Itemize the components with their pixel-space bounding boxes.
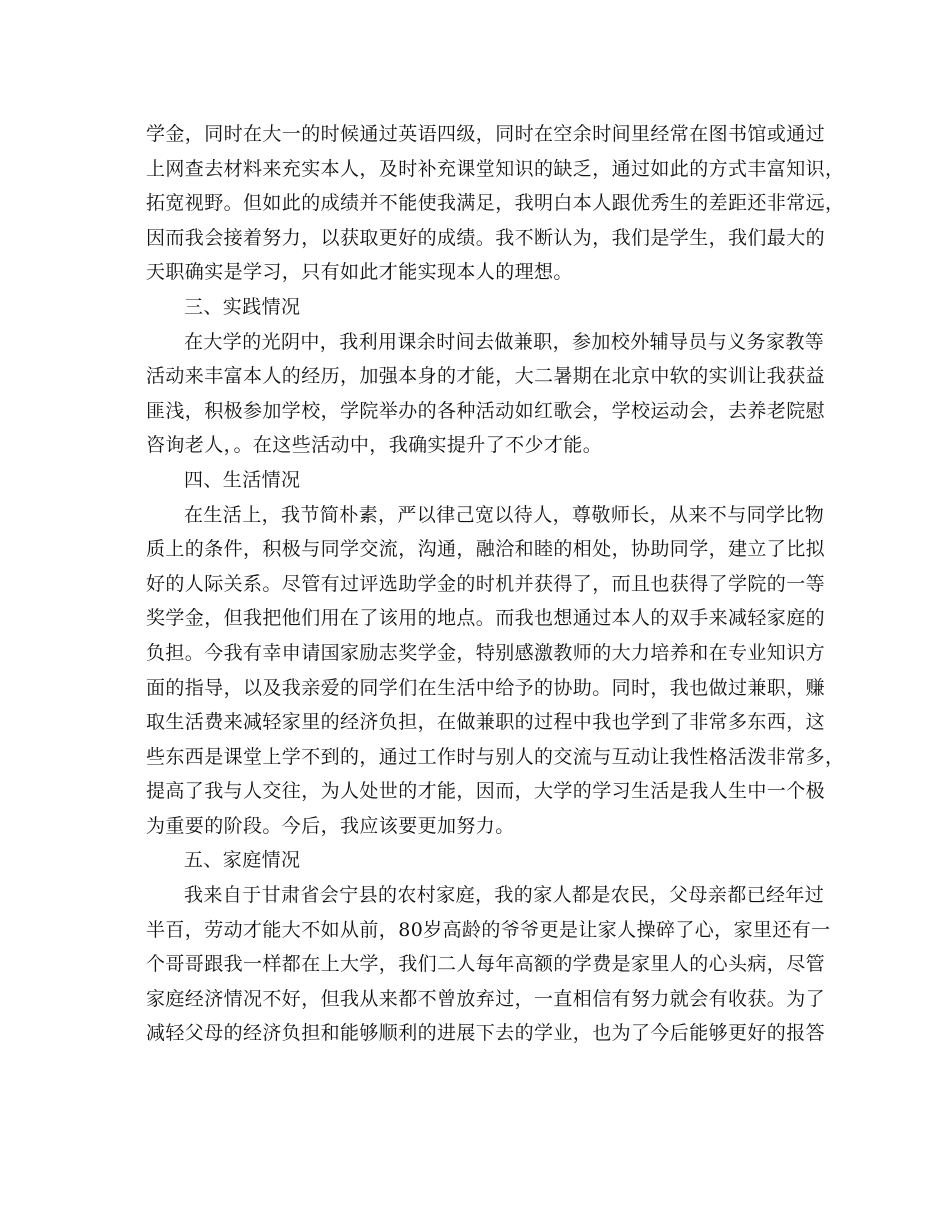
paragraph-first-line: 我来自于甘肃省会宁县的农村家庭，我的家人都是农民，父母亲都已经年过 [184,884,825,907]
text-line: 减轻父母的经济负担和能够顺利的进展下去的学业，也为了今后能够更好的报答 [146,1022,826,1045]
text-line: 咨询老人，。在这些活动中，我确实提升了不少才能。 [146,434,603,457]
text-line: 家庭经济情况不好，但我从来都不曾放弃过，一直相信有努力就会有收获。为了 [146,987,826,1010]
text-line: 为重要的阶段。今后，我应该要更加努力。 [146,814,515,837]
text-line: 匪浅，积极参加学校，学院举办的各种活动如红歌会，学校运动会，去养老院慰 [146,399,826,422]
text-line: 提高了我与人交往，为人处世的才能，因而，大学的学习生活是我人生中一个极 [146,780,826,803]
section-heading-family: 五、家庭情况 [184,849,301,872]
paragraph-first-line: 在生活上，我节简朴素，严以律己宽以待人，尊敬师长，从来不与同学比物 [184,503,825,526]
text-line: 面的指导，以及我亲爱的同学们在生活中给予的协助。同时，我也做过兼职，赚 [146,676,826,699]
text-line: 因而我会接着努力，以获取更好的成绩。我不断认为，我们是学生，我们最大的 [146,226,826,249]
text-line: 活动来丰富本人的经历，加强本身的才能，大二暑期在北京中软的实训让我获益 [146,365,826,388]
text-line: 奖学金，但我把他们用在了该用的地点。而我也想通过本人的双手来减轻家庭的 [146,607,826,630]
section-heading-life: 四、生活情况 [184,468,301,491]
paragraph-first-line: 在大学的光阴中，我利用课余时间去做兼职，参加校外辅导员与义务家教等 [184,330,825,353]
text-line: 取生活费来减轻家里的经济负担，在做兼职的过程中我也学到了非常多东西，这 [146,711,826,734]
text-line: 拓宽视野。但如此的成绩并不能使我满足，我明白本人跟优秀生的差距还非常远， [146,192,845,215]
section-heading-practice: 三、实践情况 [184,295,301,318]
text-line: 个哥哥跟我一样都在上大学，我们二人每年高额的学费是家里人的心头病，尽管 [146,953,826,976]
text-line: 半百，劳动才能大不如从前，80岁高龄的爷爷更是让家人操碎了心，家里还有一 [146,918,831,941]
text-line: 好的人际关系。尽管有过评选助学金的时机并获得了，而且也获得了学院的一等 [146,572,826,595]
text-line: 天职确实是学习，只有如此才能实现本人的理想。 [146,261,573,284]
text-line: 负担。今我有幸申请国家励志奖学金，特别感激教师的大力培养和在专业知识方 [146,641,826,664]
text-line: 些东西是课堂上学不到的，通过工作时与别人的交流与互动让我性格活泼非常多， [146,745,845,768]
text-line: 上网查去材料来充实本人，及时补充课堂知识的缺乏，通过如此的方式丰富知识， [146,157,845,180]
text-line: 质上的条件，积极与同学交流，沟通，融洽和睦的相处，协助同学，建立了比拟 [146,538,826,561]
document-body [146,117,845,1051]
text-line: 学金，同时在大一的时候通过英语四级，同时在空余时间里经常在图书馆或通过 [146,123,826,145]
